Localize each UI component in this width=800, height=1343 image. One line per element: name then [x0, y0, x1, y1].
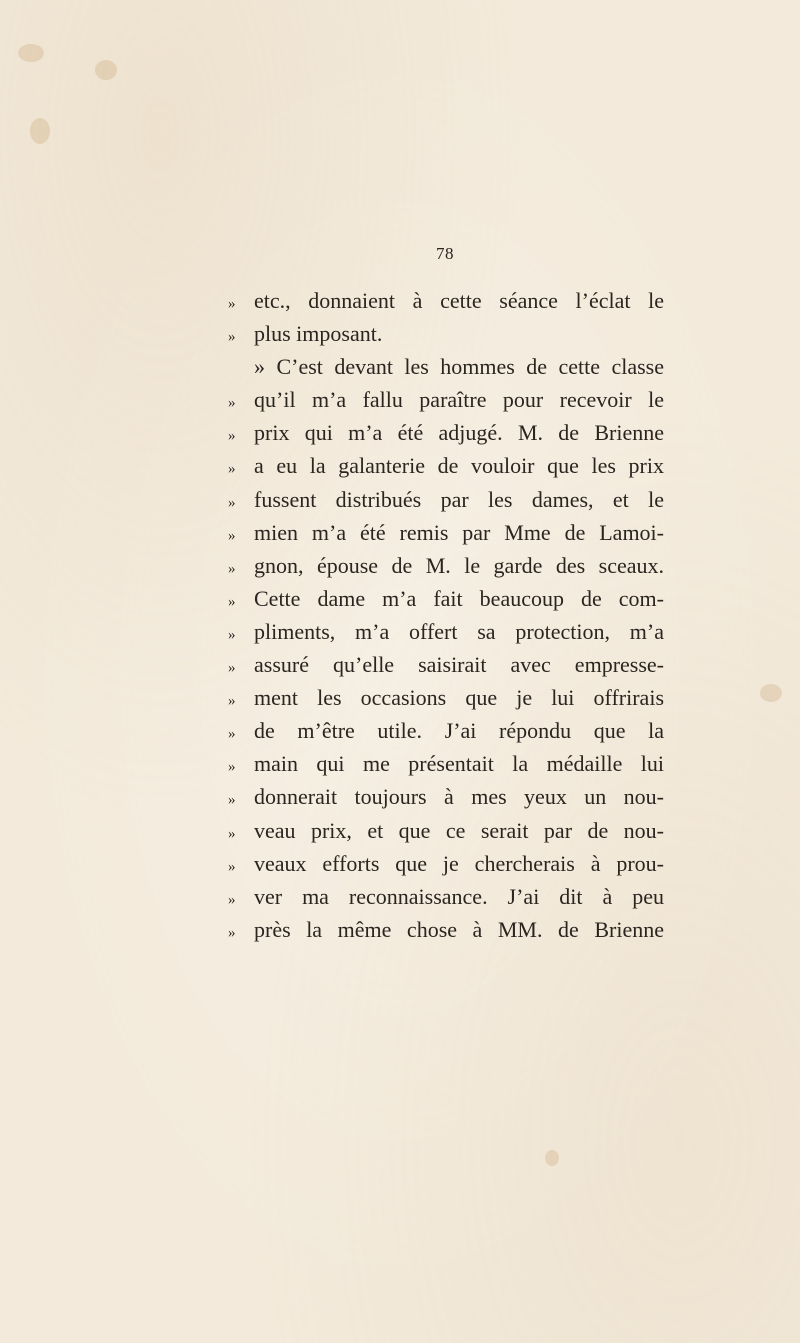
text-line	[228, 814, 664, 847]
text-line	[228, 648, 664, 681]
line-text: » C’est devant les hommes de cette classe	[254, 354, 664, 380]
paper-stain	[30, 118, 50, 144]
quote-mark: »	[228, 660, 236, 677]
quote-mark: »	[228, 726, 236, 743]
quote-mark: »	[228, 461, 236, 478]
quote-mark: »	[228, 891, 236, 908]
paper-stain	[545, 1150, 559, 1166]
text-line	[228, 483, 664, 516]
text-line	[228, 747, 664, 780]
line-text: Cette dame m’a fait beaucoup de com-	[254, 585, 664, 611]
line-text: assuré qu’elle saisirait avec empresse-	[254, 652, 664, 678]
text-line	[228, 582, 664, 615]
quote-mark: »	[228, 527, 236, 544]
quote-mark: »	[228, 825, 236, 842]
text-line	[228, 383, 664, 416]
text-line	[228, 780, 664, 813]
quote-mark: »	[228, 693, 236, 710]
text-line	[228, 549, 664, 582]
quote-mark: »	[228, 296, 236, 312]
quote-mark: »	[228, 395, 236, 412]
line-text: près la même chose à MM. de Brienne	[254, 916, 664, 942]
page-number: 78	[436, 244, 454, 263]
line-text: plus imposant.	[254, 321, 383, 347]
line-text: fussent distribués par les dames, et le	[254, 486, 664, 512]
text-line	[228, 847, 664, 880]
line-text: de m’être utile. J’ai répondu que la	[254, 718, 664, 744]
text-line	[228, 350, 664, 383]
paper-stain	[95, 60, 117, 80]
text-line	[228, 449, 664, 482]
line-text: prix qui m’a été adjugé. M. de Brienne	[254, 420, 664, 446]
quote-mark: »	[228, 494, 236, 511]
paper-stain	[18, 44, 44, 62]
text-line	[228, 681, 664, 714]
line-text: ment les occasions que je lui offrirais	[254, 685, 664, 711]
line-text: veaux efforts que je chercherais à prou-	[254, 850, 664, 876]
text-line	[228, 615, 664, 648]
line-text: pliments, m’a offert sa protection, m’a	[254, 618, 664, 644]
text-line	[228, 714, 664, 747]
line-text: gnon, épouse de M. le garde des sceaux.	[254, 552, 664, 578]
quote-mark: »	[228, 593, 236, 610]
text-block	[228, 284, 664, 946]
line-text: mien m’a été remis par Mme de Lamoi-	[254, 519, 664, 545]
quote-mark: »	[228, 560, 236, 577]
line-text: donnerait toujours à mes yeux un nou-	[254, 784, 664, 810]
line-text: veau prix, et que ce serait par de nou-	[254, 817, 664, 843]
paper-stain	[760, 684, 782, 702]
quote-mark: »	[228, 428, 236, 445]
quote-mark: »	[228, 792, 236, 809]
quote-mark: »	[228, 626, 236, 643]
text-line	[228, 284, 664, 317]
line-text: ver ma reconnaissance. J’ai dit à peu	[254, 883, 664, 909]
line-text: a eu la galanterie de vouloir que les prix	[254, 453, 664, 479]
quote-mark: »	[228, 329, 236, 346]
line-text: main qui me présentait la médaille lui	[254, 751, 664, 777]
text-line	[228, 913, 664, 946]
text-line	[228, 317, 664, 350]
text-line	[228, 416, 664, 449]
line-text: etc., donnaient à cette séance l’éclat le	[254, 288, 664, 313]
quote-mark: »	[228, 759, 236, 776]
line-text: qu’il m’a fallu paraître pour recevoir le	[254, 387, 664, 413]
quote-mark: »	[228, 858, 236, 875]
text-line	[228, 880, 664, 913]
quote-mark: »	[228, 924, 236, 941]
text-line	[228, 516, 664, 549]
